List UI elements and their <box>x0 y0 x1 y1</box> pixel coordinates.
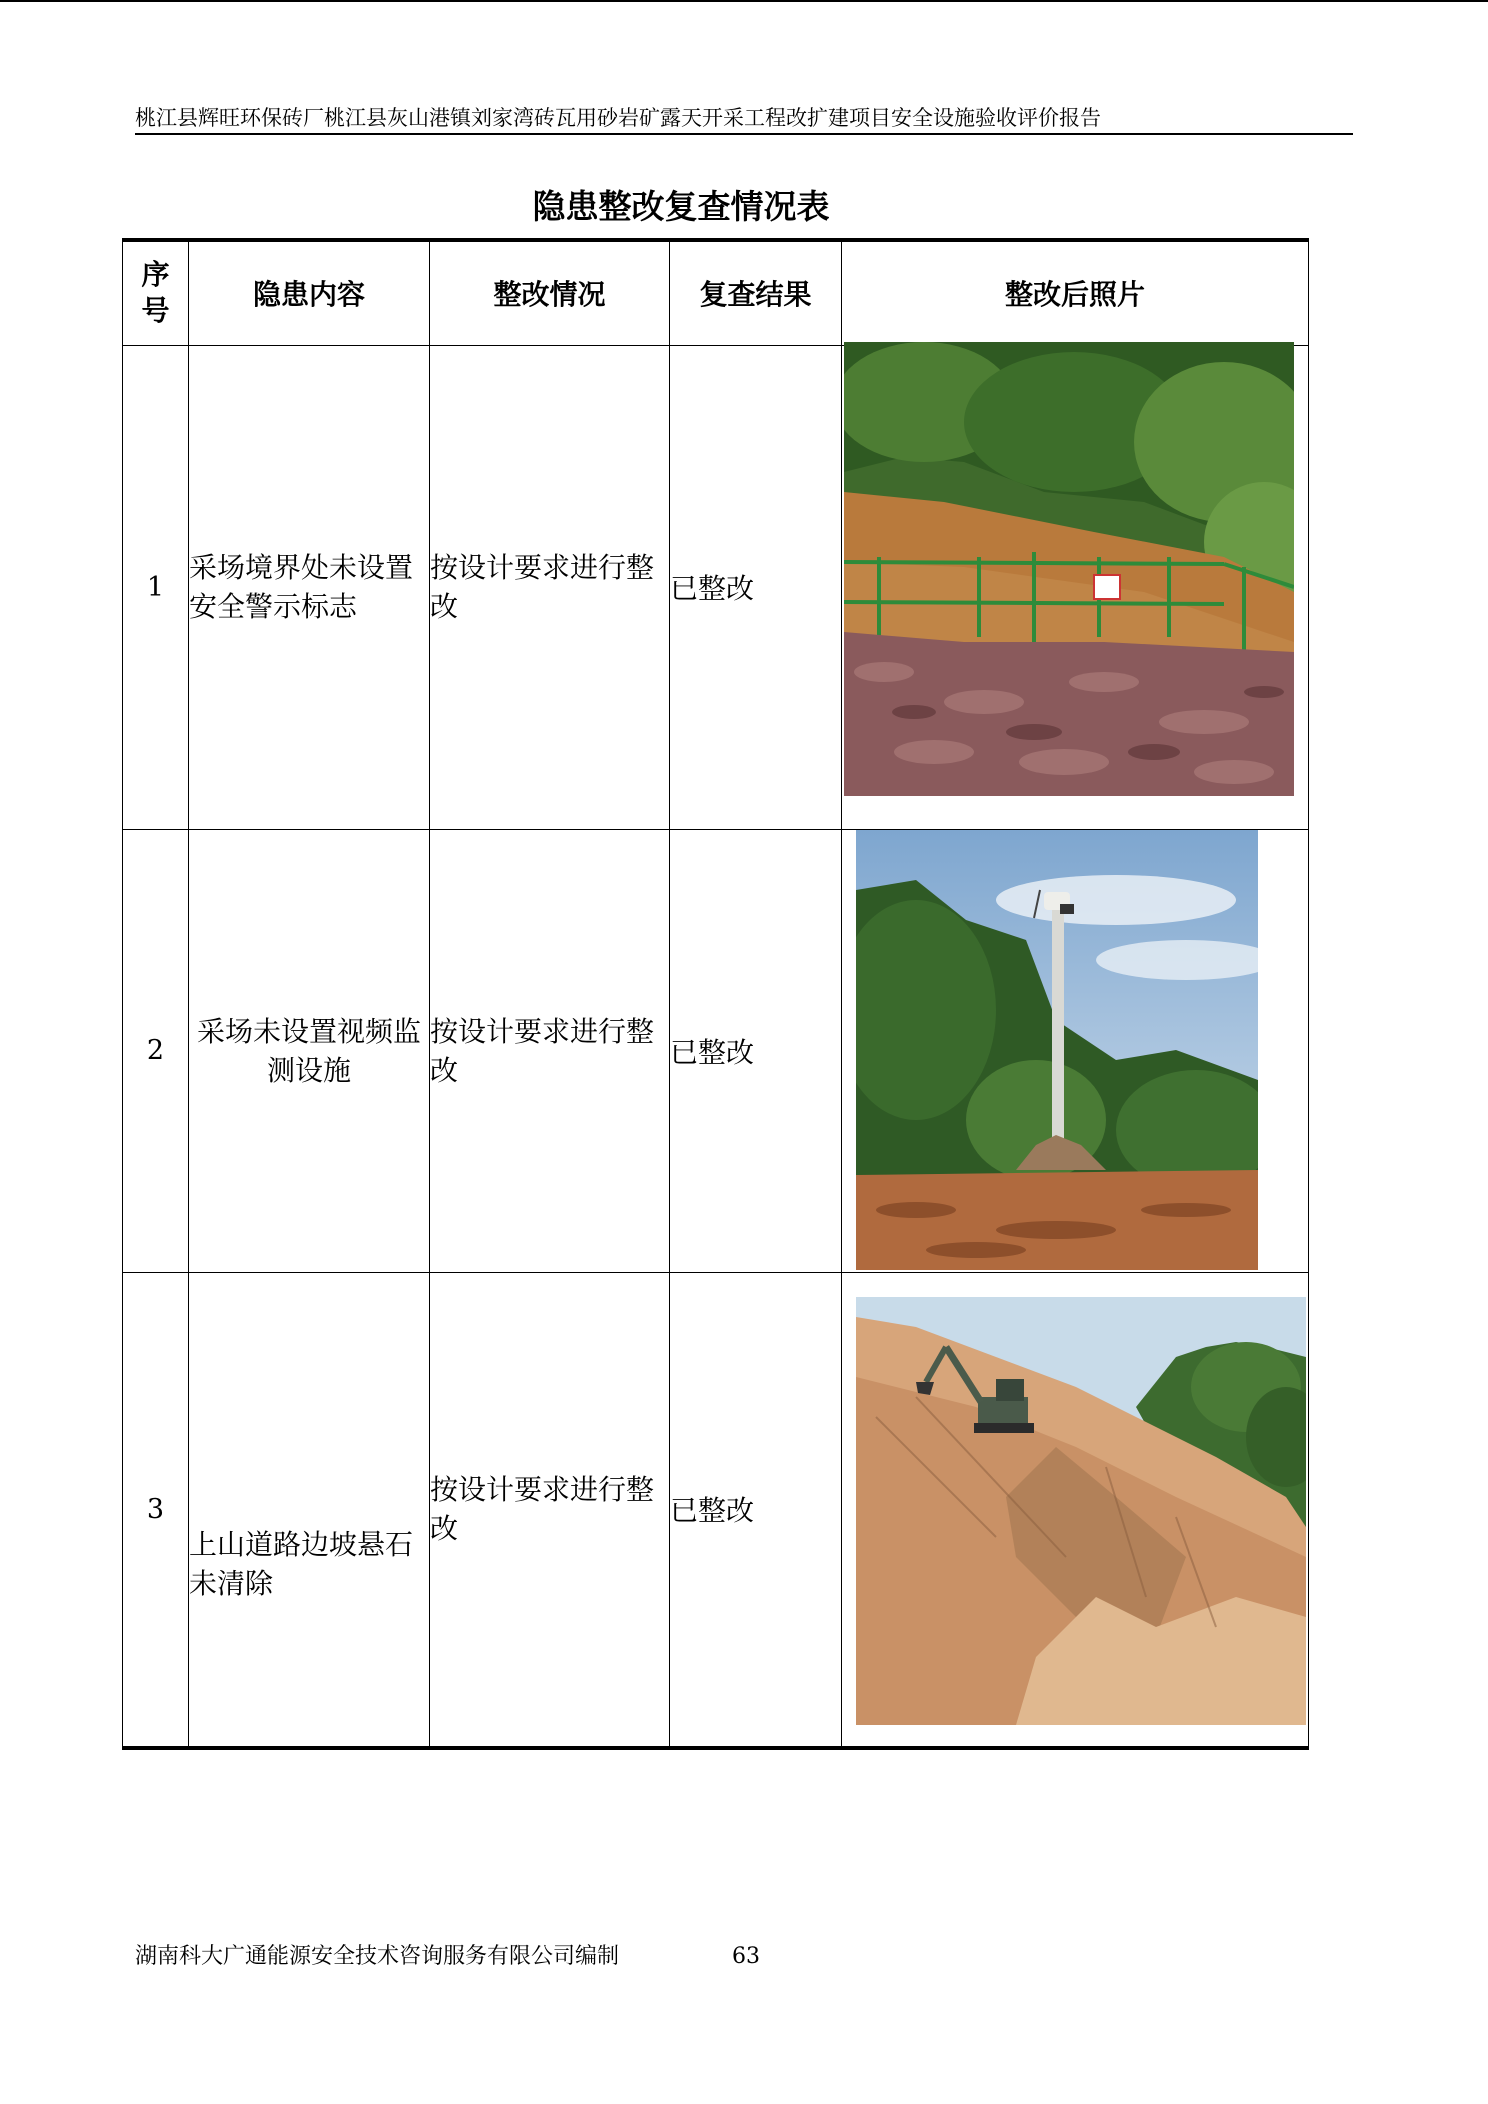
header-result: 复查结果 <box>670 240 842 345</box>
header-photo: 整改后照片 <box>842 240 1309 345</box>
photo-video-monitoring-pole <box>856 830 1258 1270</box>
row-content: 采场境界处未设置安全警示标志 <box>189 345 430 829</box>
page-title: 隐患整改复查情况表 <box>532 187 830 226</box>
page-top-border <box>0 0 1488 2</box>
header-seq <box>123 240 189 345</box>
photo-fence-svg <box>844 342 1294 796</box>
table-header-row <box>123 240 1309 345</box>
photo-excavator-svg <box>856 1297 1306 1725</box>
row-rectification: 按设计要求进行整改 <box>430 345 670 829</box>
table-row <box>123 345 1309 829</box>
row-result: 已整改 <box>670 829 842 1272</box>
table-row <box>123 829 1309 1272</box>
photo-boundary-fence-warning-sign <box>844 342 1294 796</box>
row-result: 已整改 <box>670 1272 842 1748</box>
hazard-review-table <box>122 238 1309 1750</box>
row-seq: 3 <box>123 1272 189 1748</box>
row-seq: 1 <box>123 345 189 829</box>
photo-camera-svg <box>856 830 1258 1270</box>
row-result: 已整改 <box>670 345 842 829</box>
header-content: 隐患内容 <box>189 240 430 345</box>
row-rectification: 按设计要求进行整改 <box>430 829 670 1272</box>
row-content: 采场未设置视频监测设施 <box>189 829 430 1272</box>
row-seq: 2 <box>123 829 189 1272</box>
photo-slope-loose-rock-cleared <box>856 1297 1306 1725</box>
running-header: 桃江县辉旺环保砖厂桃江县灰山港镇刘家湾砖瓦用砂岩矿露天开采工程改扩建项目安全设施验收评价报告 <box>135 106 1101 130</box>
row-content: 上山道路边坡悬石未清除 <box>189 1272 430 1748</box>
header-seq-line2: 号 <box>141 294 170 328</box>
header-rule <box>135 133 1353 135</box>
header-seq-line1: 序 <box>141 258 170 292</box>
page-number: 63 <box>732 1944 760 1969</box>
table-row <box>123 1272 1309 1748</box>
header-rectification: 整改情况 <box>430 240 670 345</box>
row-rectification: 按设计要求进行整改 <box>430 1272 670 1748</box>
row-photo-cell <box>842 829 1309 1272</box>
footer-company: 湖南科大广通能源安全技术咨询服务有限公司编制 <box>135 1944 620 1969</box>
row-photo-cell <box>842 345 1309 829</box>
row-photo-cell <box>842 1272 1309 1748</box>
